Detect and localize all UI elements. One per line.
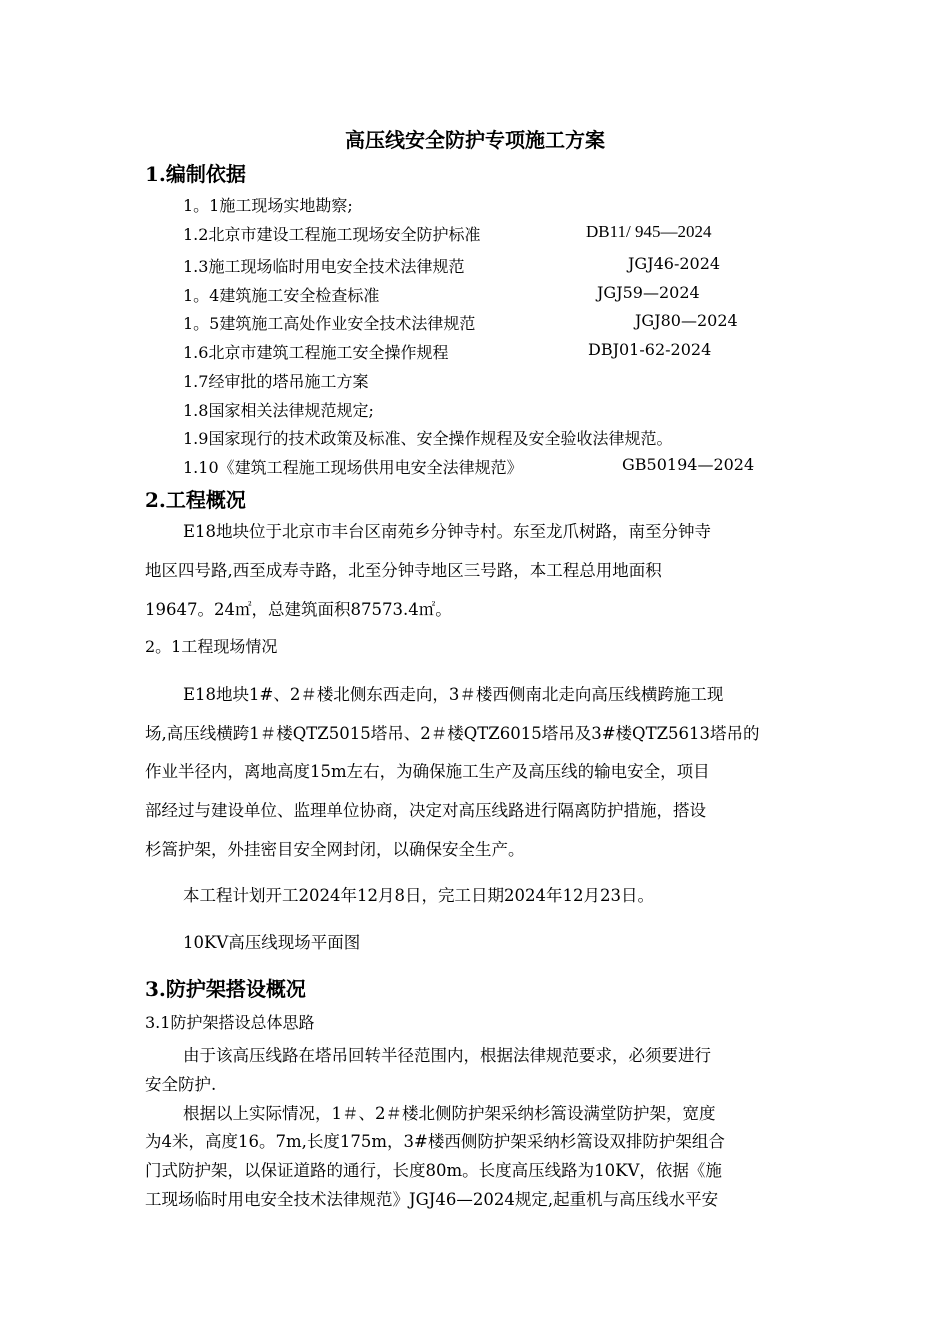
site-line-5: 杉篙护架，外挂密目安全网封闭，以确保安全生产。 — [145, 840, 525, 859]
s31b-line-3: 门式防护架，以保证道路的通行，长度80m。长度高压线路为10KV，依据《施 — [145, 1161, 722, 1180]
basis-item-5: 1。5建筑施工高处作业安全技术法律规范 — [183, 314, 476, 333]
basis-item-2: 1.2北京市建设工程施工现场安全防护标准 — [183, 225, 481, 244]
schedule-text: 本工程计划开工2024年12月8日，完工日期2024年12月23日。 — [183, 886, 654, 905]
overview-line-2: 地区四号路,西至成寿寺路，北至分钟寺地区三号路，本工程总用地面积 — [145, 561, 662, 580]
basis-code-3: JGJ46-2024 — [628, 254, 721, 273]
basis-item-8: 1.8国家相关法律规范规定; — [183, 401, 374, 420]
basis-code-5: JGJ80—2024 — [635, 311, 738, 330]
section-heading-basis: 1.编制依据 — [145, 162, 246, 186]
subsection-site-heading: 2。1工程现场情况 — [145, 637, 278, 656]
basis-code-4: JGJ59—2024 — [597, 283, 700, 302]
s31b-line-2: 为4米，高度16。7m,长度175m，3#楼西侧防护架采纳杉篙设双排防护架组合 — [145, 1132, 725, 1151]
basis-item-3: 1.3施工现场临时用电安全技术法律规范 — [183, 257, 465, 276]
basis-item-9: 1.9国家现行的技术政策及标准、安全操作规程及安全验收法律规范。 — [183, 429, 673, 448]
site-line-2: 场,高压线横跨1＃楼QTZ5015塔吊、2＃楼QTZ6015塔吊及3#楼QTZ5613塔吊的 — [145, 724, 760, 743]
subsection-3-1-heading: 3.1防护架搭设总体思路 — [145, 1013, 315, 1032]
site-line-1: E18地块1#、2＃楼北侧东西走向，3＃楼西侧南北走向高压线横跨施工现 — [183, 685, 724, 704]
s31-line-1: 由于该高压线路在塔吊回转半径范围内，根据法律规范要求，必须要进行 — [183, 1046, 711, 1065]
site-line-3: 作业半径内，离地高度15m左右，为确保施工生产及高压线的输电安全，项目 — [145, 762, 710, 781]
basis-code-10: GB50194—2024 — [622, 455, 755, 474]
s31-line-2: 安全防护. — [145, 1075, 217, 1094]
document-title: 高压线安全防护专项施工方案 — [345, 128, 605, 152]
basis-item-6: 1.6北京市建筑工程施工安全操作规程 — [183, 343, 449, 362]
plan-caption: 10KV高压线现场平面图 — [183, 933, 361, 952]
basis-item-7: 1.7经审批的塔吊施工方案 — [183, 372, 369, 391]
s31b-line-4: 工现场临时用电安全技术法律规范》JGJ46—2024规定,起重机与高压线水平安 — [145, 1190, 719, 1209]
basis-code-6: DBJ01-62-2024 — [588, 340, 712, 359]
basis-item-4: 1。4建筑施工安全检查标准 — [183, 286, 380, 305]
basis-item-10: 1.10《建筑工程施工现场供用电安全法律规范》 — [183, 458, 523, 477]
section-heading-guard-frame: 3.防护架搭设概况 — [145, 977, 306, 1001]
s31b-line-1: 根据以上实际情况，1＃、2＃楼北侧防护架采纳杉篙设满堂防护架，宽度 — [183, 1104, 716, 1123]
basis-code-2: DB11/ 945—2024 — [586, 222, 712, 241]
basis-item-1: 1。1施工现场实地勘察; — [183, 196, 353, 215]
section-heading-overview: 2.工程概况 — [145, 488, 246, 512]
site-line-4: 部经过与建设单位、监理单位协商，决定对高压线路进行隔离防护措施，搭设 — [145, 801, 706, 820]
overview-line-1: E18地块位于北京市丰台区南苑乡分钟寺村。东至龙爪树路，南至分钟寺 — [183, 522, 712, 541]
overview-line-3: 19647。24㎡，总建筑面积87573.4㎡。 — [145, 600, 452, 619]
